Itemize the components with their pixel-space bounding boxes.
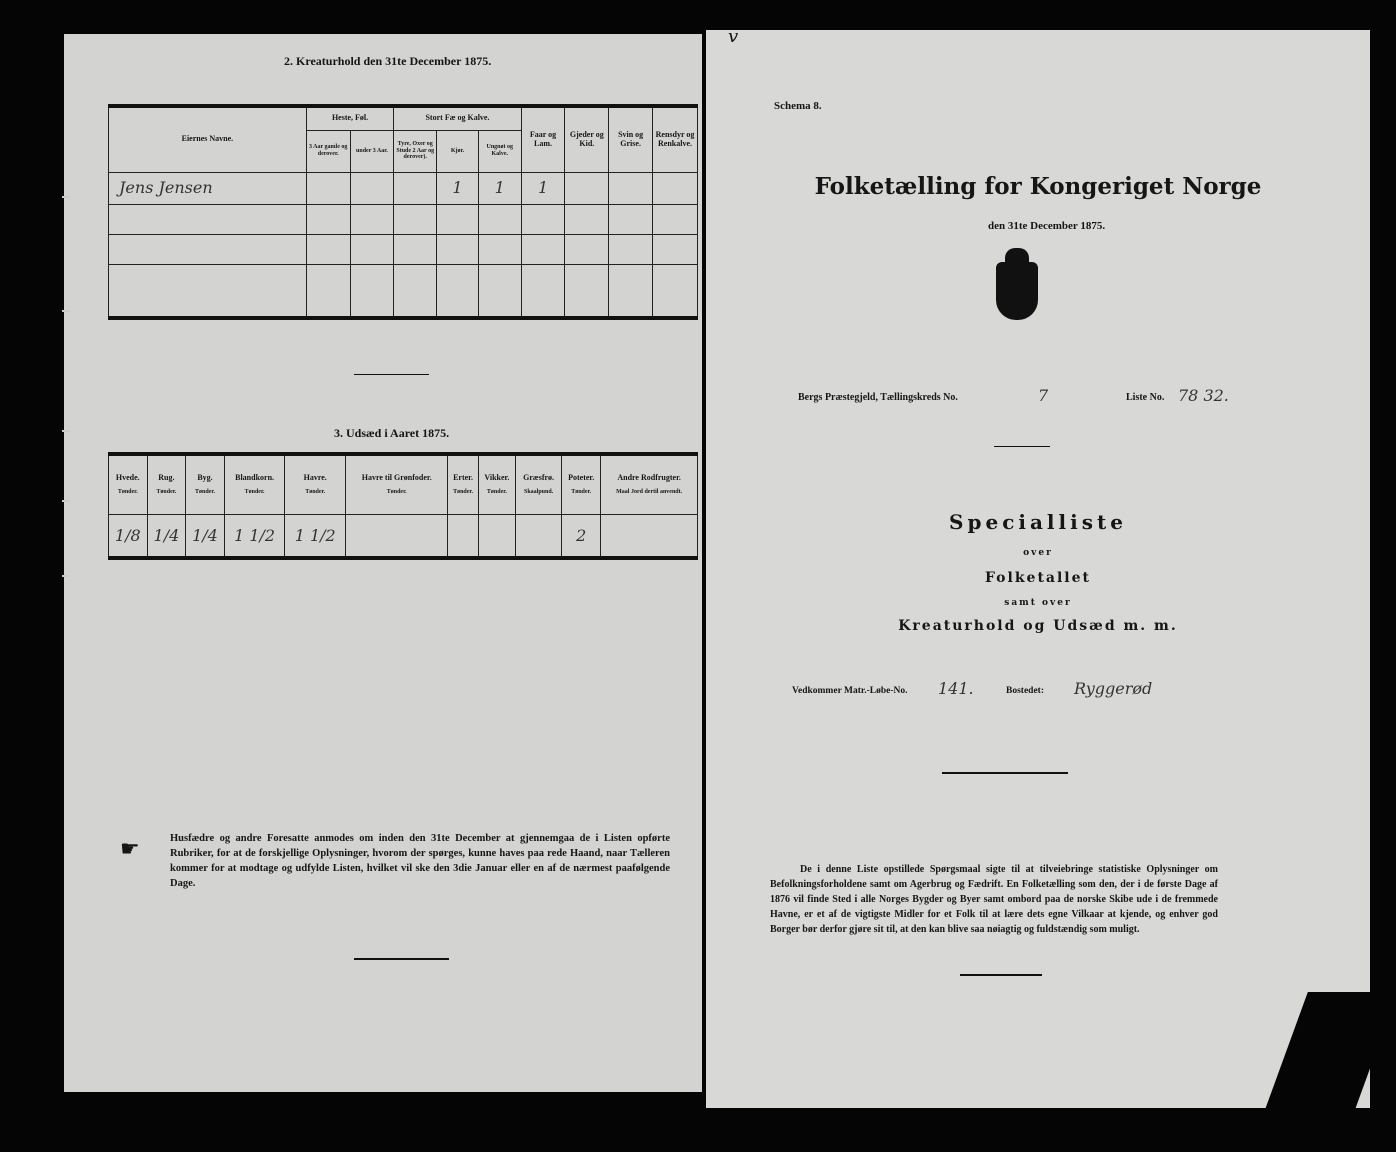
header-horses-old: 3 Aar gamle og derover. xyxy=(306,130,350,172)
seed-crop-name: Andre Rodfrugter. xyxy=(617,473,681,483)
divider xyxy=(354,958,449,960)
tellingskreds-no: 7 xyxy=(1038,386,1049,405)
header-pigs: Svin og Grise. xyxy=(609,106,653,172)
seed-crop-name: Hvede. xyxy=(115,473,140,483)
coat-of-arms-icon xyxy=(996,262,1038,320)
livestock-table xyxy=(108,104,698,320)
divider xyxy=(960,974,1042,976)
seed-header-0 xyxy=(109,454,148,514)
right-page xyxy=(706,26,1370,1108)
seed-header-row xyxy=(109,454,698,514)
empty-cell xyxy=(653,172,698,204)
seed-value-4: 1 1/2 xyxy=(285,514,346,558)
seed-crop-name: Erter. xyxy=(453,473,473,483)
prestegjeld-label: Bergs Præstegjeld, Tællingskreds No. xyxy=(798,392,958,403)
matr-no: 141. xyxy=(938,679,974,698)
header-reindeer: Rensdyr og Renkalve. xyxy=(653,106,698,172)
cows-value: 1 xyxy=(437,172,479,204)
header-owner: Eiernes Navne. xyxy=(109,106,307,172)
sheep-value: 1 xyxy=(521,172,565,204)
seed-crop-name: Havre til Grønfoder. xyxy=(361,473,432,483)
divider xyxy=(354,374,429,375)
seed-unit: Tønder. xyxy=(305,488,326,495)
seed-value-5 xyxy=(346,514,448,558)
seed-header-10 xyxy=(601,454,698,514)
seed-crop-name: Blandkorn. xyxy=(235,473,275,483)
seed-unit: Tønder. xyxy=(386,488,407,495)
seed-unit: Tønder. xyxy=(571,488,592,495)
seed-unit: Maal Jord dertil anvendt. xyxy=(616,488,683,495)
header-young-cattle: Ungnøt og Kalve. xyxy=(478,130,521,172)
seed-value-7 xyxy=(478,514,515,558)
seed-value-1: 1/4 xyxy=(147,514,186,558)
seed-value-row xyxy=(109,514,698,558)
empty-row xyxy=(109,234,698,264)
margin-tick xyxy=(62,310,70,312)
seed-crop-name: Byg. xyxy=(197,473,213,483)
pointing-hand-icon: ☛ xyxy=(120,837,140,862)
seed-unit: Tønder. xyxy=(486,488,507,495)
census-date: den 31te December 1875. xyxy=(988,220,1106,232)
seed-unit: Tønder. xyxy=(117,488,138,495)
schema-label: Schema 8. xyxy=(774,100,822,112)
corner-mark: v xyxy=(728,26,739,47)
margin-tick xyxy=(62,430,70,432)
matr-label: Vedkommer Matr.-Løbe-No. xyxy=(792,686,908,696)
seed-value-9: 2 xyxy=(562,514,601,558)
seed-header-2 xyxy=(186,454,225,514)
seed-value-8 xyxy=(516,514,562,558)
over-label: over xyxy=(1023,548,1053,558)
seed-unit: Tønder. xyxy=(156,488,177,495)
divider xyxy=(942,772,1068,774)
seed-unit: Tønder. xyxy=(453,488,474,495)
seed-value-10 xyxy=(601,514,698,558)
seed-crop-name: Græsfrø. xyxy=(523,473,555,483)
empty-row xyxy=(109,204,698,234)
seed-header-1 xyxy=(147,454,186,514)
seed-header-7 xyxy=(478,454,515,514)
empty-cell xyxy=(306,172,350,204)
seed-crop-name: Rug. xyxy=(158,473,175,483)
header-sheep: Faar og Lam. xyxy=(521,106,565,172)
seed-table xyxy=(108,452,698,560)
subject-folketallet: Folketallet xyxy=(985,570,1091,586)
liste-label: Liste No. xyxy=(1126,392,1165,403)
section3-title: 3. Udsæd i Aaret 1875. xyxy=(334,426,450,440)
seed-value-6 xyxy=(448,514,478,558)
margin-tick xyxy=(62,575,70,577)
seed-crop-name: Vikker. xyxy=(484,473,510,483)
intro-paragraph: De i denne Liste opstillede Spørgsmaal sigte til at tilveiebringe statistiske Oplysninger om Befolkningsforholdene samt om Agerbrug og Fædrift. En Folketælling som den, der i de første Dage af 1876 vil finde Sted i alle Norges Bygder og Byer samt ombord paa de norske Skibe ude i de fremmede Havne, er et af de vigtigste Midler for et Folk til at lære dets egne Vilkaar at kjende, og enhver god Borger bør derfor gjøre sit til, at den kan blive saa nøiagtig og fuldstændig som muligt. xyxy=(770,864,1218,935)
header-cows: Kjør. xyxy=(437,130,479,172)
margin-tick xyxy=(62,500,70,502)
seed-crop-name: Poteter. xyxy=(568,473,595,483)
subject-kreaturhold: Kreaturhold og Udsæd m. m. xyxy=(898,618,1178,634)
seed-value-2: 1/4 xyxy=(186,514,225,558)
liste-no: 78 32. xyxy=(1178,386,1229,405)
seed-header-8 xyxy=(516,454,562,514)
seed-value-0: 1/8 xyxy=(109,514,148,558)
header-horses: Heste, Føl. xyxy=(306,106,394,130)
young-cattle-value: 1 xyxy=(478,172,521,204)
seed-header-6 xyxy=(448,454,478,514)
seed-unit: Skaalpund. xyxy=(524,488,554,495)
divider xyxy=(994,446,1050,447)
heading-specialliste: Specialliste xyxy=(949,510,1127,534)
seed-unit: Tønder. xyxy=(195,488,215,495)
header-goats: Gjeder og Kid. xyxy=(565,106,609,172)
header-horses-young: under 3 Aar. xyxy=(350,130,394,172)
bosted-label: Bostedet: xyxy=(1006,686,1044,696)
section2-title: 2. Kreaturhold den 31te December 1875. xyxy=(284,54,492,68)
header-cattle: Stort Fæ og Kalve. xyxy=(394,106,521,130)
seed-header-4 xyxy=(285,454,346,514)
seed-header-9 xyxy=(562,454,601,514)
seed-header-3 xyxy=(224,454,285,514)
seed-header-5 xyxy=(346,454,448,514)
empty-row xyxy=(109,264,698,318)
seed-value-3: 1 1/2 xyxy=(224,514,285,558)
seed-unit: Tønder. xyxy=(244,488,265,495)
empty-cell xyxy=(565,172,609,204)
bulls-value xyxy=(394,172,437,204)
header-bulls: Tyre, Oxer og Stude 2 Aar og derover). xyxy=(394,130,437,172)
empty-cell xyxy=(350,172,394,204)
owner-name: Jens Jensen xyxy=(109,172,307,204)
seed-crop-name: Havre. xyxy=(303,473,327,483)
notice-text: Husfædre og andre Foresatte anmodes om inden den 31te December at gjennemgaa de i Listen opførte Rubriker, for at de forskjellige Oplysninger, hvorom der spørges, kunne haves paa rede Haand, naar Tælleren kommer for at modtage og udfylde Listen, hvilket vil ske den 3die Januar eller en af de nærmest paafølgende Dage. xyxy=(170,833,670,889)
left-page xyxy=(64,34,702,1092)
main-title: Folketælling for Kongeriget Norge xyxy=(814,173,1262,200)
samt-over-label: samt over xyxy=(1004,598,1072,608)
bosted-value: Ryggerød xyxy=(1074,679,1153,698)
empty-cell xyxy=(609,172,653,204)
margin-tick xyxy=(62,196,70,198)
